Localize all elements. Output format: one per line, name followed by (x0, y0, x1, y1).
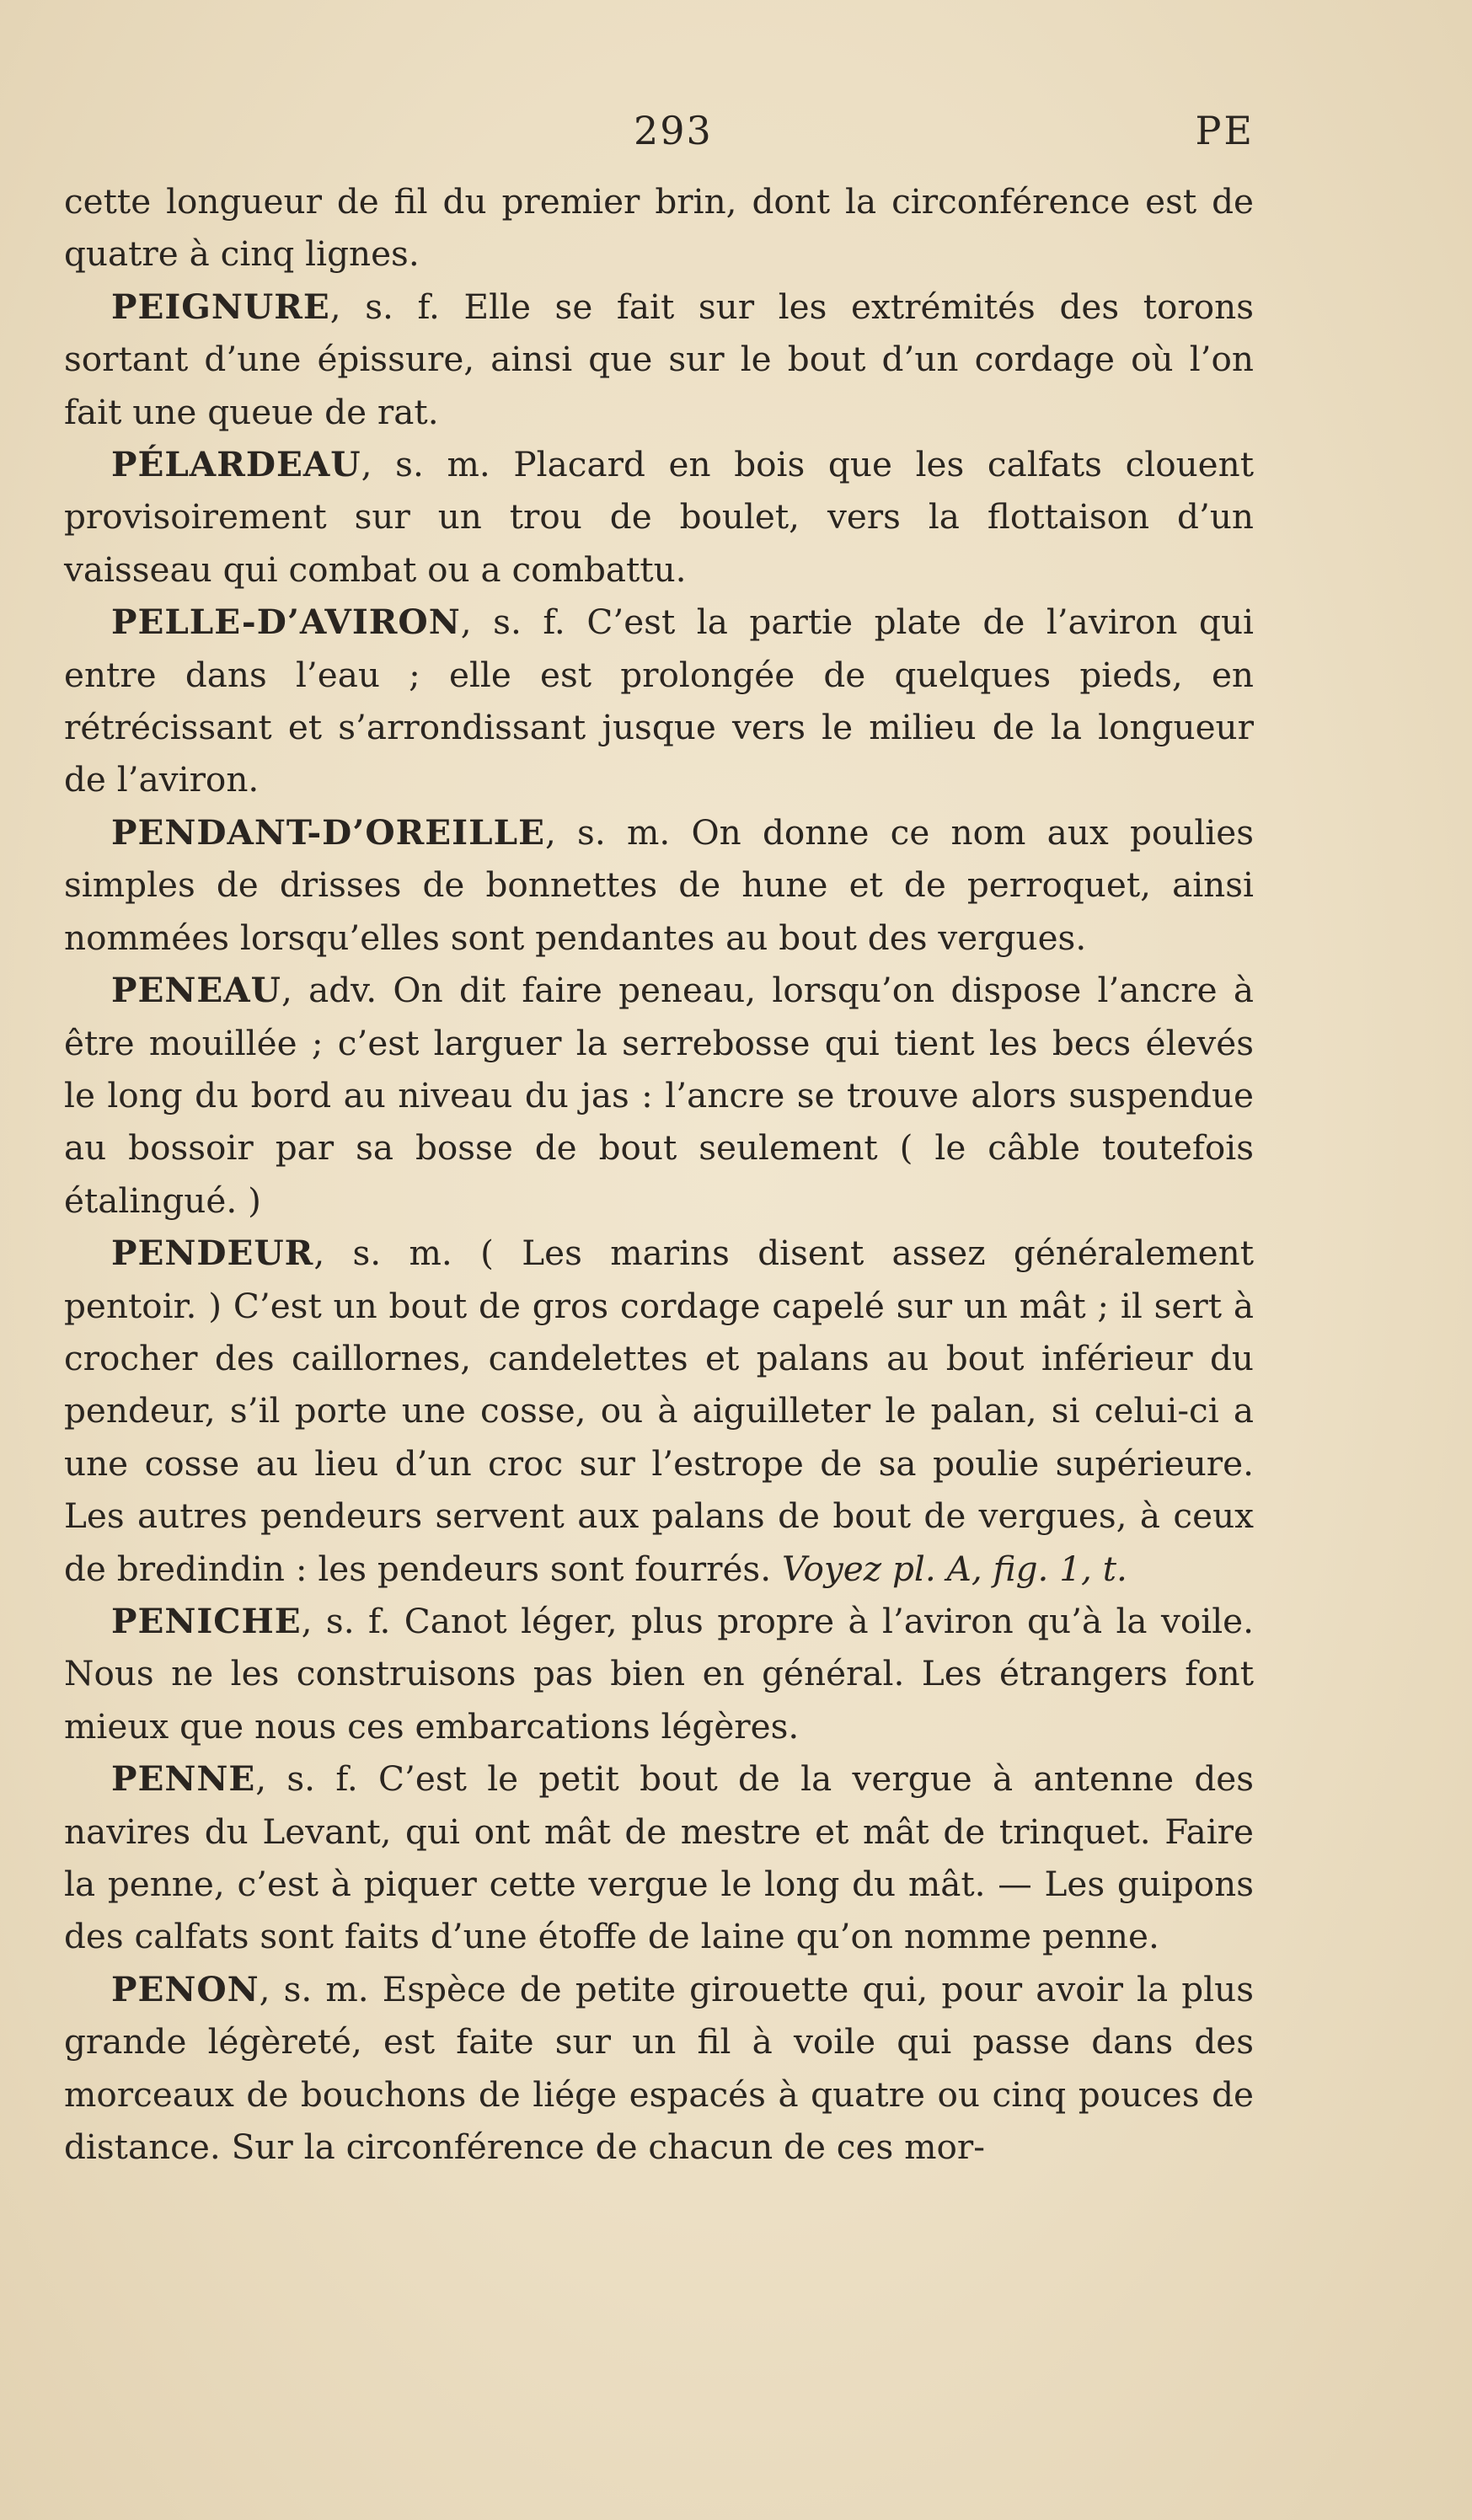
entry-grammar: , s. f. (329, 286, 440, 327)
entry-headword: PENDANT-D’OREILLE (111, 811, 545, 853)
entry-penne (64, 1752, 1254, 1963)
entry-headword: PÉLARDEAU (111, 444, 361, 485)
entry-text: Espèce de petite girouette qui, pour avoir la plus grande légèreté, est faite sur un fil à voile qui passe dans des morceaux de bouchons de liége espacés à quatre ou cinq pouces de distance. Sur la circonférence de chacun de ces mor- (64, 1968, 1254, 2168)
entry-text: Placard en bois que les calfats clouent provisoirement sur un trou de boulet, vers la flottaison d’un vaisseau qui combat ou a combattu. (64, 444, 1254, 590)
entry-headword: PELLE-D’AVIRON (111, 602, 461, 643)
entry-grammar: , s. m. (544, 811, 671, 853)
entry-grammar: , s. m. (313, 1233, 452, 1274)
entry-headword: PENICHE (111, 1600, 302, 1641)
entry-grammar: , s. f. (460, 602, 565, 643)
entry-text: On donne ce nom aux poulies simples de drisses de bonnettes de hune et de perroquet, ainsi nommées lorsqu’elles sont pendantes au bout des vergues. (64, 811, 1254, 958)
entry-pelle-daviron (64, 596, 1254, 806)
plate-reference: Voyez pl. A, fig. 1, t. (781, 1548, 1127, 1589)
entry-text: Canot léger, plus propre à l’aviron qu’à la voile. Nous ne les construisons pas bien en général. Les étrangers font mieux que nous ces embarcations légères. (64, 1600, 1254, 1747)
entry-pendant-doreille (64, 806, 1254, 964)
entry-headword: PENDEUR (111, 1233, 314, 1274)
page-header (0, 108, 1472, 158)
entry-headword: PENON (111, 1968, 260, 2009)
entry-grammar: , s. m. (259, 1968, 369, 2009)
entry-pelardeau (64, 438, 1254, 596)
dictionary-text (64, 175, 1254, 2173)
entry-text: C’est le petit bout de la vergue à antenne des navires du Levant, qui ont mât de mestre et mât de trinquet. Faire la penne, c’est à piquer cette vergue le long du mât. — Les guipons des calfats sont faits d’une étoffe de laine qu’on nomme penne. (64, 1758, 1255, 1957)
entry-text: C’est la partie plate de l’aviron qui entre dans l’eau ; elle est prolongée de quelques pieds, en rétrécissant et s’arrondissant jusque vers le milieu de la longueur de l’aviron. (64, 602, 1254, 800)
entry-peignure (64, 281, 1254, 438)
entry-peneau (64, 964, 1254, 1227)
entry-text: Elle se fait sur les extrémités des torons sortant d’une épissure, ainsi que sur le bout d’un cordage où l’on fait une queue de rat. (64, 286, 1254, 432)
entry-text: cette longueur de fil du premier brin, dont la circonférence est de quatre à cinq lignes. (64, 181, 1254, 275)
page-number: 293 (634, 108, 713, 153)
entry-penon (64, 1963, 1254, 2174)
running-head: PE (1195, 108, 1255, 153)
entry-text: ( Les marins disent assez généralement pentoir. ) C’est un bout de gros cordage capelé sur un mât ; il sert à crocher des caillornes, candelettes et palans au bout inférieur du pendeur, s’il porte une cosse, ou à aiguilleter le palan, si celui-ci a une cosse au lieu d’un croc sur l’estrope de sa poulie supérieure. Les autres pendeurs servent aux palans de bout de vergues, à ceux de bredindin : les pendeurs sont fourrés. (64, 1233, 1255, 1589)
entry-pendeur (64, 1227, 1254, 1595)
entry-headword: PENEAU (111, 970, 281, 1011)
entry-grammar: , s. f. (301, 1600, 391, 1641)
entry-continuation (64, 175, 1254, 281)
entry-grammar: , s. f. (255, 1758, 358, 1800)
entry-peniche (64, 1595, 1254, 1752)
entry-grammar: , s. m. (361, 444, 490, 485)
entry-headword: PEIGNURE (111, 286, 330, 327)
entry-headword: PENNE (111, 1758, 256, 1800)
entry-text: On dit faire peneau, lorsqu’on dispose l’ancre à être mouillée ; c’est larguer la serrebosse qui tient les becs élevés le long du bord au niveau du jas : l’ancre se trouve alors suspendue au bossoir par sa bosse de bout seulement ( le câble toutefois étalingué. ) (64, 970, 1254, 1221)
entry-grammar: , adv. (281, 970, 377, 1011)
